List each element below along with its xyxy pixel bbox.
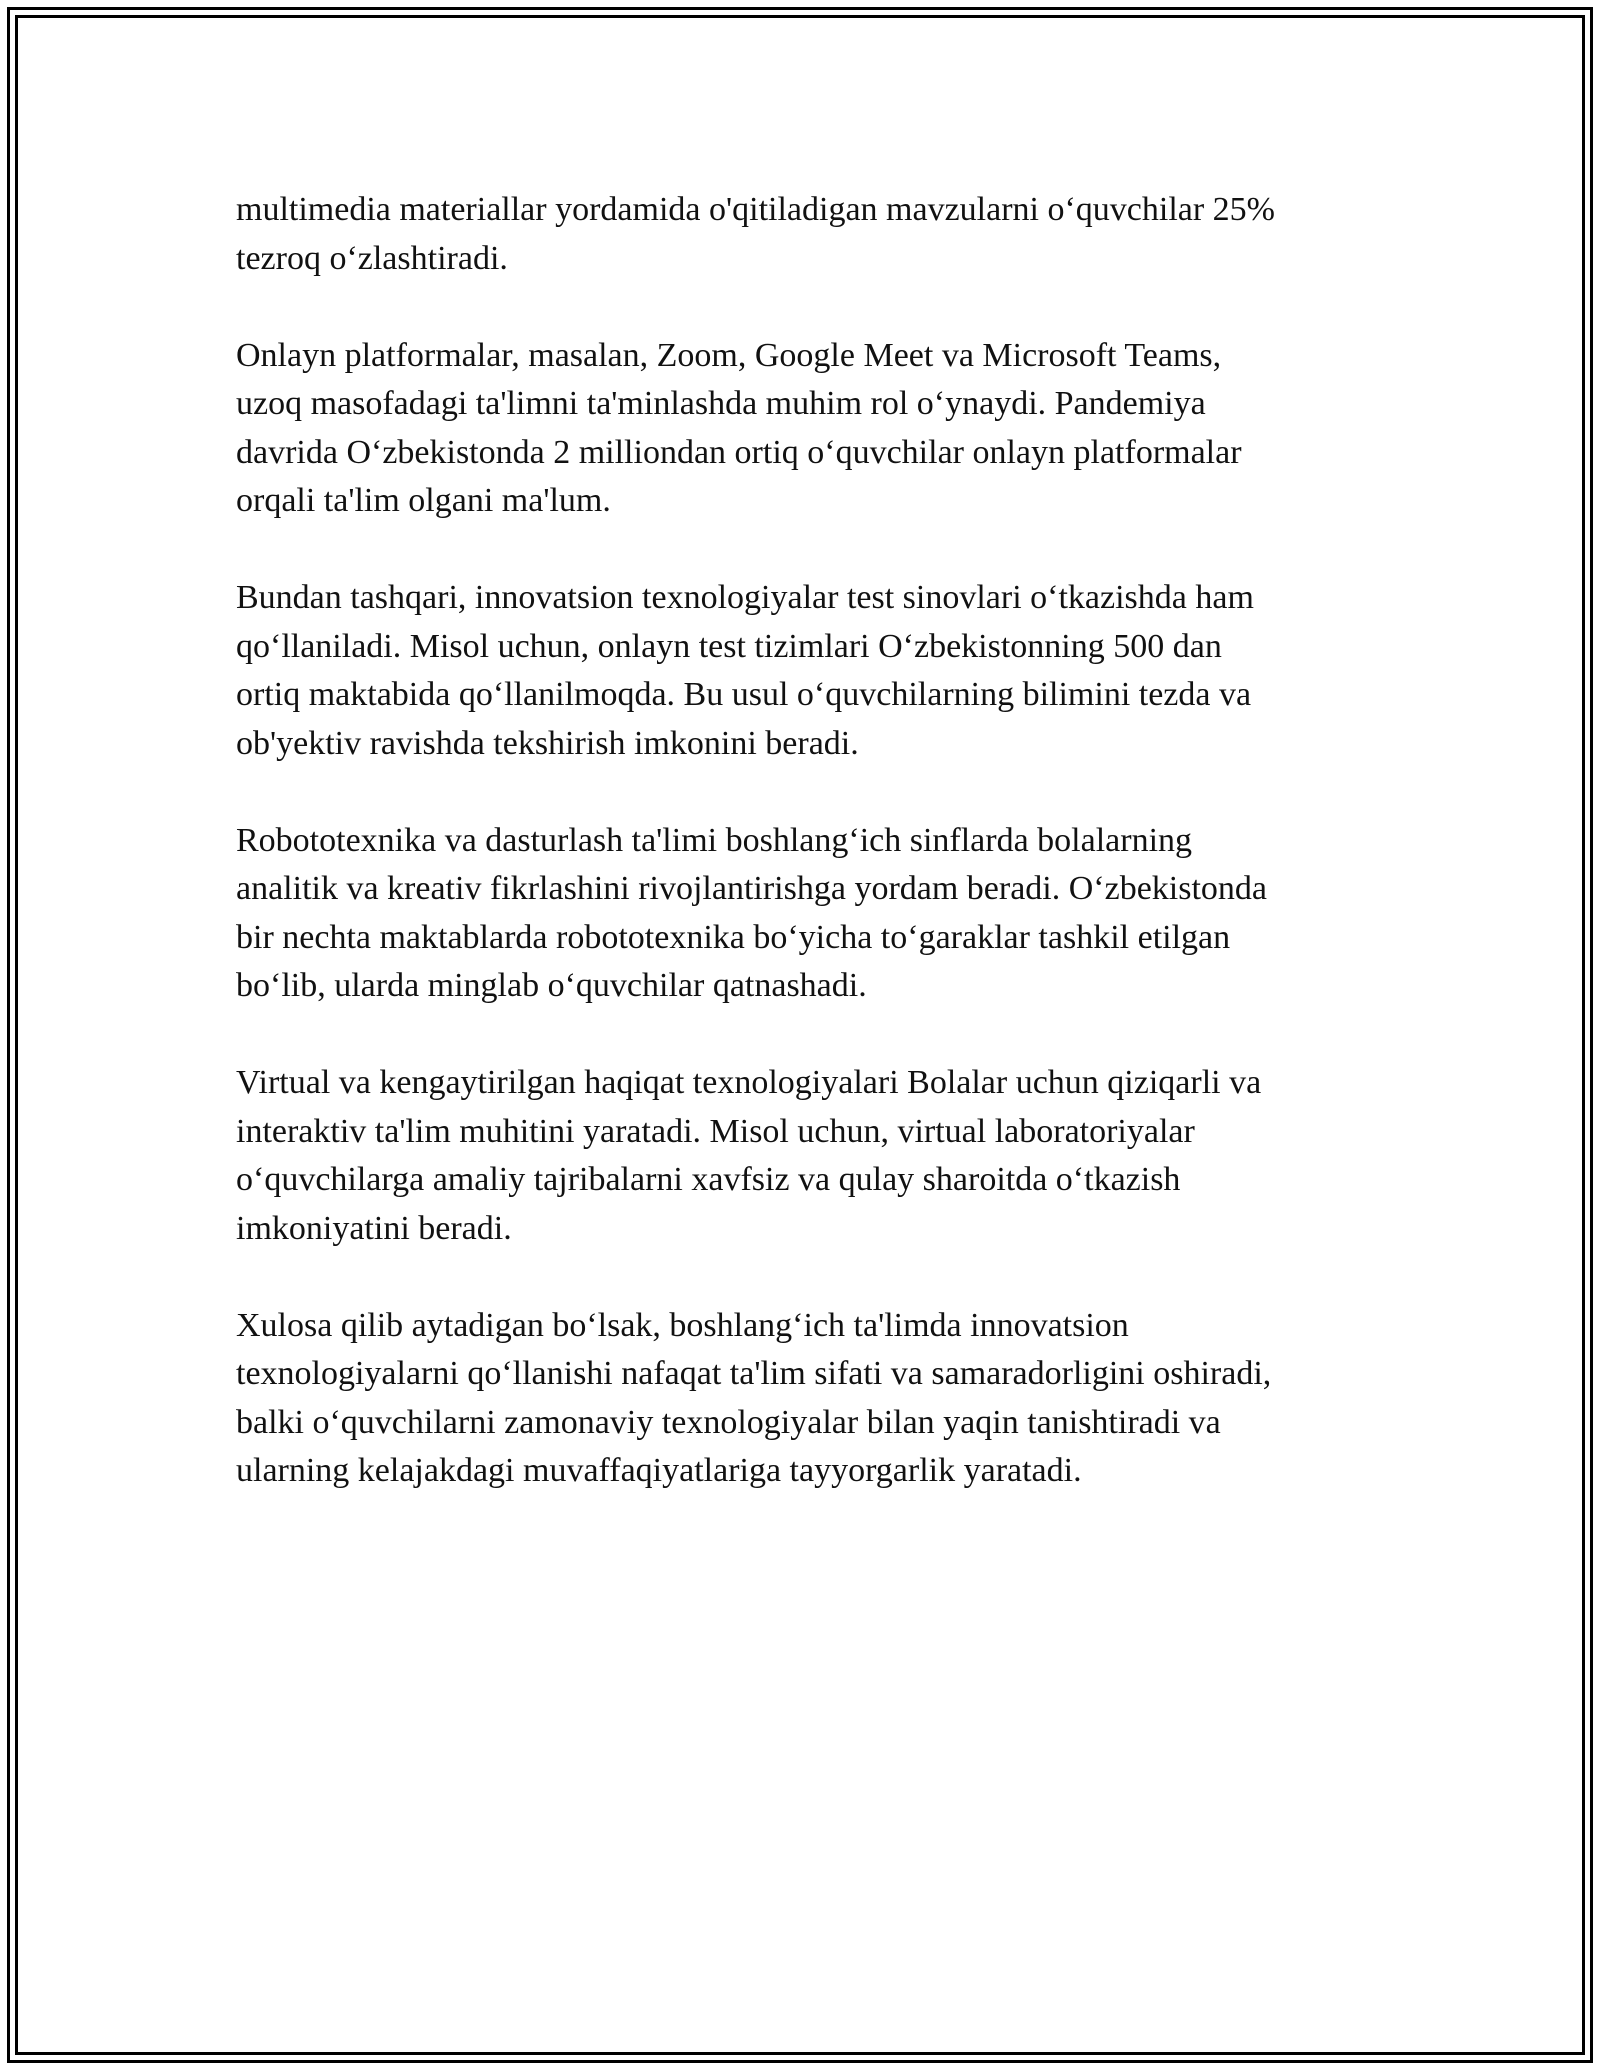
- paragraph-multimedia: multimedia materiallar yordamida o'qitiladigan mavzularni o‘quvchilar 25% tezroq o‘zlashtiradi.: [236, 191, 1276, 277]
- page-content: [236, 186, 1366, 1544]
- paragraph-online-platforms: Onlayn platformalar, masalan, Zoom, Google Meet va Microsoft Teams, uzoq masofadagi ta'limni ta'minlashda muhim rol o‘ynaydi. Pandemiya davrida O‘zbekistonda 2 milliondan ortiq o‘quvchilar onlayn platformalar orqali ta'lim olgani ma'lum.: [236, 336, 1242, 519]
- paragraph-online-testing: Bundan tashqari, innovatsion texnologiyalar test sinovlari o‘tkazishda ham qo‘llaniladi. Misol uchun, onlayn test tizimlari O‘zbekistonning 500 dan ortiq maktabida qo‘llanilmoqda. Bu usul o‘quvchilarning bilimini tezda va ob'yektiv ravishda tekshirish imkonini beradi.: [236, 579, 1254, 762]
- paragraph-robotics: Robototexnika va dasturlash ta'limi boshlang‘ich sinflarda bolalarning analitik va kreativ fikrlashini rivojlantirishga yordam beradi. O‘zbekistonda bir nechta maktablarda robototexnika bo‘yicha to‘garaklar tashkil etilgan bo‘lib, ularda minglab o‘quvchilar qatnashadi.: [236, 821, 1268, 1004]
- paragraph-virtual-reality: Virtual va kengaytirilgan haqiqat texnologiyalari Bolalar uchun qiziqarli va interaktiv ta'lim muhitini yaratadi. Misol uchun, virtual laboratoriyalar o‘quvchilarga amaliy tajribalarni xavfsiz va qulay sharoitda o‘tkazish imkoniyatini beradi.: [236, 1064, 1262, 1247]
- paragraph-conclusion: Xulosa qilib aytadigan bo‘lsak, boshlang‘ich ta'limda innovatsion texnologiyalarni qo‘llanishi nafaqat ta'lim sifati va samaradorligini oshiradi, balki o‘quvchilarni zamonaviy texnologiyalar bilan yaqin tanishtiradi va ularning kelajakdagi muvaffaqiyatlariga tayyorgarlik yaratadi.: [236, 1306, 1272, 1489]
